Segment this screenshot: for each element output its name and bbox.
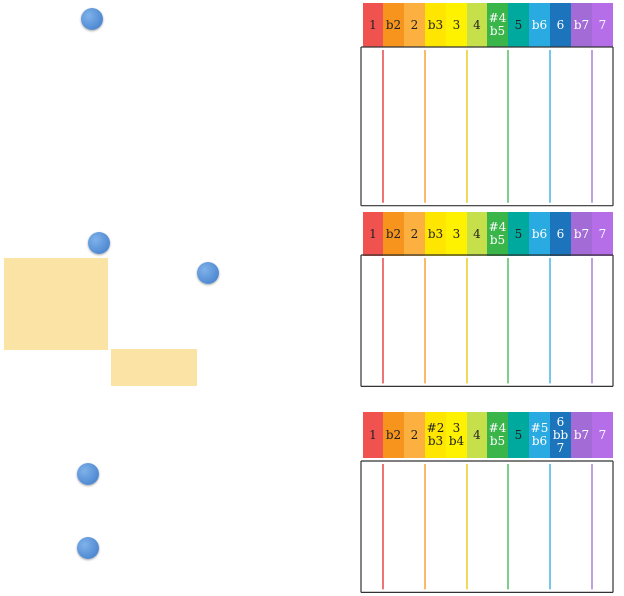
column-header: 2 [404,212,425,256]
column-header: 5 [508,412,529,458]
column-header: b3 [425,3,446,47]
column-header: b6 [529,3,550,47]
column-header: 5 [508,3,529,47]
column-header: 7 [592,3,613,47]
column-header: b7 [571,212,592,256]
column-header: b2 [383,412,404,458]
column-header: 6 [550,3,571,47]
column-header: #4 b5 [487,3,508,47]
column-header: #4 b5 [487,412,508,458]
column-header: b2 [383,212,404,256]
column-header: 1 [363,412,383,458]
column-header: 3 [446,212,467,256]
column-header: b2 [383,3,404,47]
column-header: 7 [592,412,613,458]
column-header: 4 [467,412,487,458]
column-header: b6 [529,212,550,256]
column-header: 4 [467,212,487,256]
column-header: 2 [404,3,425,47]
column-header: #4 b5 [487,212,508,256]
column-header: #5 b6 [529,412,550,458]
column-header: 3 [446,3,467,47]
column-header: 6 [550,212,571,256]
column-header: 6 bb 7 [550,412,571,458]
column-header: #2 b3 [425,412,446,458]
column-header: 4 [467,3,487,47]
column-header: 3 b4 [446,412,467,458]
column-header: b7 [571,3,592,47]
column-header: 1 [363,3,383,47]
column-header: 5 [508,212,529,256]
column-header: b7 [571,412,592,458]
column-header: 7 [592,212,613,256]
column-header: 1 [363,212,383,256]
column-header: b3 [425,212,446,256]
column-header: 2 [404,412,425,458]
